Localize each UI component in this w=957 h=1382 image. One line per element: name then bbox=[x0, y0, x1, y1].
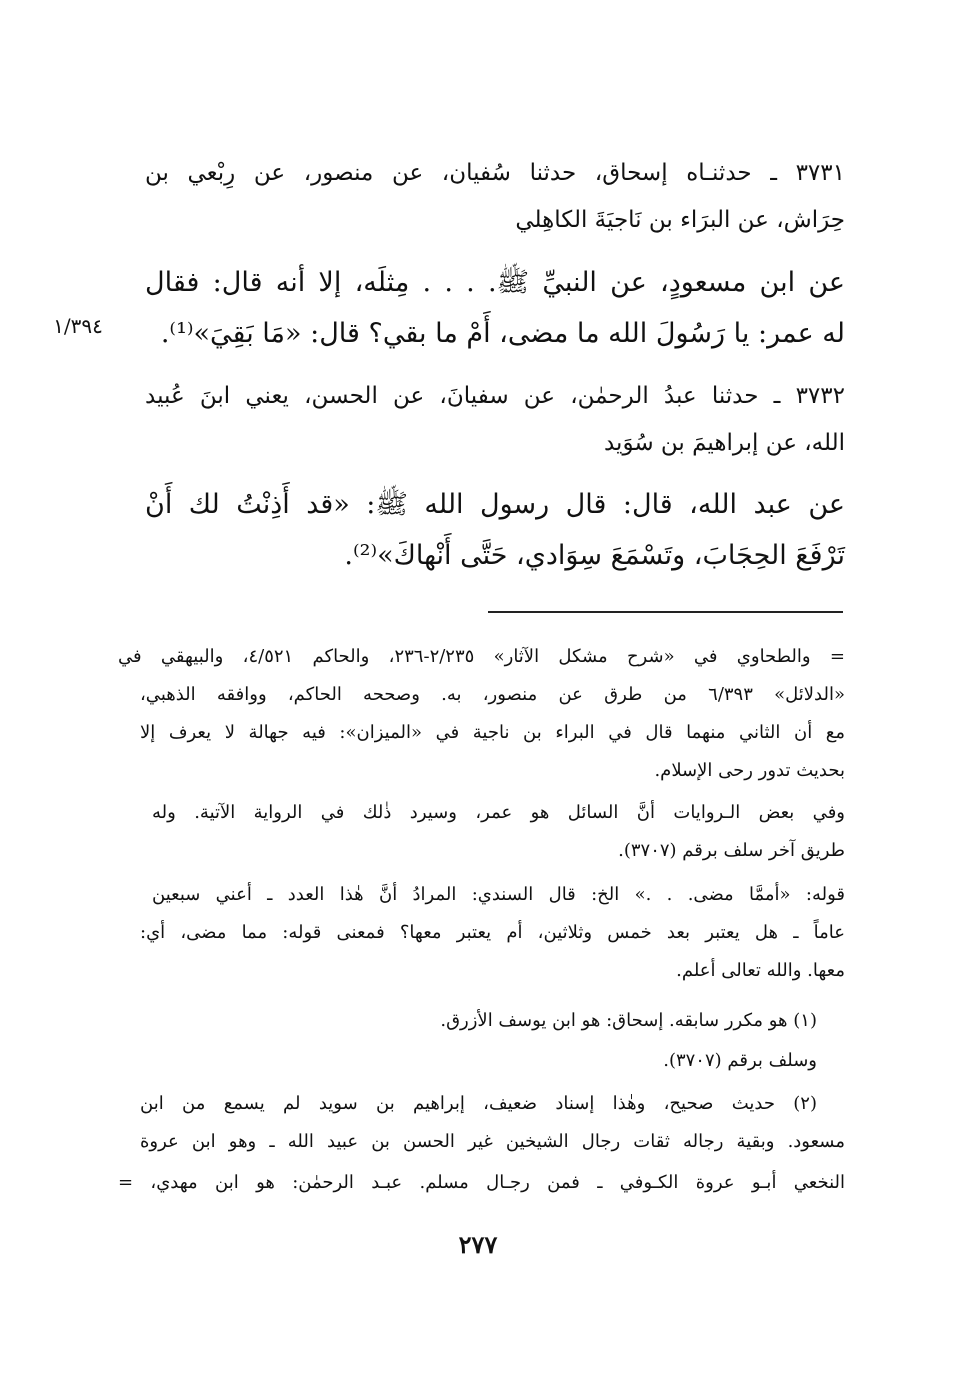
footnote-line: = والطحاوي في «شرح مشكل الآثار» ٢/٢٣٥-٢٣٦، والحاكم ٤/٥٢١، والبيهقي في bbox=[118, 646, 845, 667]
hadith-3731-matn-line-2: له عمر: يا رَسُولَ الله ما مضى، أَمْ ما بقي؟ قال: «مَا بَقِيَ»⁽¹⁾. bbox=[160, 318, 845, 349]
footnote-separator bbox=[488, 611, 843, 613]
hadith-3731-isnad-line-1: ٣٧٣١ ـ حدثنـاه إسحاق، حدثنا سُفيان، عن منصور، عن رِبْعي بن bbox=[145, 160, 845, 186]
hadith-3731-matn-line-1: عن ابن مسعودٍ، عن النبيِّ ﷺ. . . . مِثلَه، إلا أنه قال: فقال bbox=[145, 267, 845, 298]
footnote-line: مع أن الثاني منهما قال في البراء بن ناجية في «الميزان»: فيه جهالة لا يعرف إلا bbox=[140, 722, 845, 743]
footnote-line: وسلف برقم (٣٧٠٧). bbox=[663, 1050, 817, 1071]
hadith-3732-isnad-line-1: ٣٧٣٢ ـ حدثنا عبدُ الرحمٰن، عن سفيانَ، عن الحسن، يعني ابنَ عُبيد bbox=[145, 383, 845, 409]
footnote-line: قوله: «أممَّا مضى. . .» الخ: قال السندي: المرادُ أنَّ هٰذا العدد ـ أعني سبعين bbox=[152, 884, 845, 905]
page-number: ٢٧٧ bbox=[458, 1230, 498, 1259]
footnote-line: «الدلائل» ٦/٣٩٣ من طرق عن منصور، به. وصححه الحاكم، ووافقه الذهبي، bbox=[140, 684, 845, 705]
hadith-3732-matn-line-2: تَرْفَعَ الحِجَابَ، وتَسْمَعَ سِوَادي، حَتَّى أَنْهاكَ»⁽²⁾. bbox=[344, 540, 845, 571]
footnote-1: (١) هو مكرر سابقه. إسحاق: هو ابن يوسف الأزرق. bbox=[440, 1010, 817, 1031]
footnote-line: مسعود. وبقية رجاله ثقات رجال الشيخين غير الحسن بن عبيد الله ـ وهو ابن عروة bbox=[140, 1131, 845, 1152]
hadith-3732-isnad-line-2: الله، عن إبراهيمَ بن سُوَيد bbox=[603, 430, 845, 456]
footnote-line: بحديث تدور رحى الإسلام. bbox=[654, 760, 845, 781]
footnote-line: معها. والله تعالى أعلم. bbox=[676, 960, 845, 981]
footnote-line: النخعي أبـو عروة الكـوفي ـ فمن رجـال مسلم. عبـد الرحمٰن: هو ابن مهدي، = bbox=[118, 1172, 845, 1193]
hadith-3732-matn-line-1: عن عبد الله، قال: قال رسول الله ﷺ: «قد أَذِنْتُ لك أَنْ bbox=[145, 489, 845, 520]
footnote-line: وفي بعض الـروايات أنَّ السائل هو عمر، وسيرد ذٰلك في الرواية الآتية. وله bbox=[152, 802, 845, 823]
marginal-reference: ١/٣٩٤ bbox=[53, 314, 103, 338]
hadith-3731-isnad-line-2: حِرَاش، عن البرَاء بن نَاجيَةَ الكاهِلي bbox=[515, 207, 845, 233]
footnote-2: (٢) حديث صحيح، وهٰذا إسناد ضعيف، إبراهيم بن سويد لم يسمع من ابن bbox=[140, 1093, 817, 1114]
footnote-line: عاماً ـ هل يعتبر بعد خمس وثلاثين، أم يعتبر معها؟ فمعنى قوله: مما مضى، أي: bbox=[140, 922, 845, 943]
footnote-line: طريق آخر سلف برقم (٣٧٠٧). bbox=[618, 840, 845, 861]
